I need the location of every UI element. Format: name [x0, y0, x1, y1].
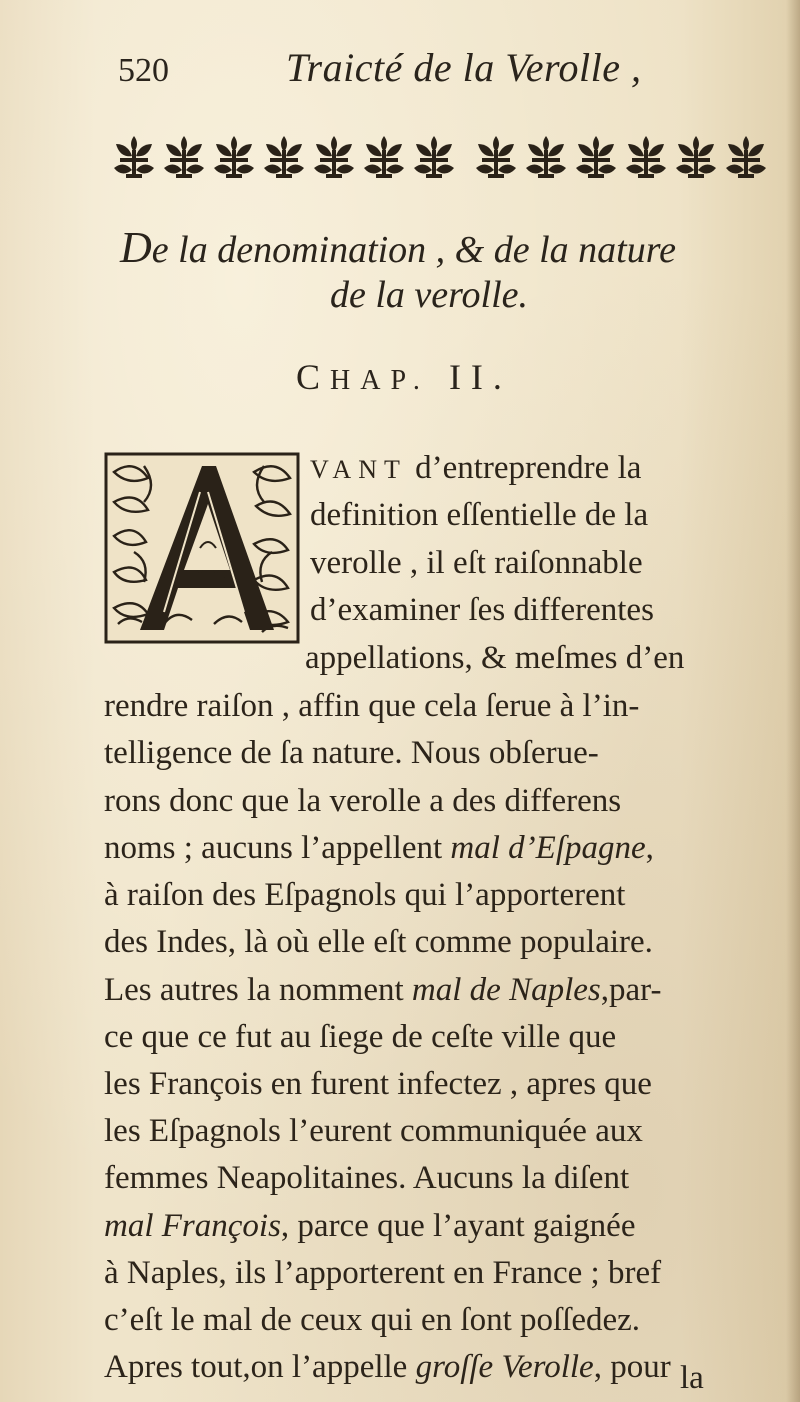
text-line-7: telligence de ſa nature. Nous obſerue-: [104, 735, 599, 771]
text-line-9: [104, 830, 654, 867]
fleuron-icon: [472, 134, 520, 180]
text-line-10: à raiſon des Eſpagnols qui l’apporterent: [104, 877, 626, 913]
fleuron-icon: [360, 134, 408, 180]
text-line-8: rons donc que la verolle a des differens: [104, 783, 622, 819]
fleuron-icon: [260, 134, 308, 180]
text-line-17-b: , parce que l’ayant gaignée: [280, 1208, 636, 1244]
text-line-13: ce que ce fut au ſiege de ceſte ville que: [104, 1019, 617, 1055]
text-line-11: des Indes, là où elle eſt comme populaire.: [104, 924, 653, 960]
text-line-12-b: ,par-: [600, 972, 662, 1008]
text-line-5: appellations, & meſmes d’en: [305, 640, 685, 676]
chapter-label-lead: C: [296, 357, 331, 397]
text-line-12-a: Les autres la nomment: [104, 972, 412, 1008]
text-line-16: femmes Neapolitaines. Aucuns la diſent: [104, 1160, 630, 1196]
text-line-12: [104, 972, 661, 1009]
text-line-2: definition eſſentielle de la: [310, 497, 649, 533]
text-line-12-italic: mal de Naples: [411, 972, 601, 1008]
running-title: Traicté de la Verolle ,: [286, 45, 642, 90]
fleuron-icon: [110, 134, 158, 180]
chapter-label-smallcaps: HAP.: [330, 365, 430, 396]
fleuron-icon: [310, 134, 358, 180]
text-line-1-lead: VANT: [310, 455, 407, 484]
text-line-18: à Naples, ils l’apporterent en France ; bref: [104, 1255, 662, 1291]
catchword: la: [680, 1360, 704, 1396]
fleuron-icon: [210, 134, 258, 180]
chapter-label: [296, 356, 512, 398]
fleuron-icon: [622, 134, 670, 180]
text-line-1: [310, 450, 641, 487]
chapter-number: II.: [448, 357, 512, 397]
text-line-20-a: Apres tout,on l’appelle: [104, 1349, 416, 1385]
chapter-title-line-2: de la verolle.: [330, 274, 529, 316]
fleuron-icon: [572, 134, 620, 180]
chapter-title-initial: D: [120, 223, 152, 272]
text-line-17: [104, 1208, 635, 1245]
text-line-1-rest: d’entreprendre la: [415, 450, 642, 486]
text-line-20: [104, 1349, 671, 1386]
text-line-3: verolle , il eſt raiſonnable: [310, 545, 643, 581]
fleuron-ornament-row: [110, 132, 790, 182]
text-line-19: c’eſt le mal de ceux qui en ſont poſſedez.: [104, 1302, 641, 1338]
text-line-9-b: ,: [645, 830, 654, 866]
fleuron-icon: [410, 134, 458, 180]
running-head: [118, 42, 658, 102]
page-number: 520: [118, 52, 169, 89]
text-line-9-a: noms ; aucuns l’appellent: [104, 830, 451, 866]
text-line-15: les Eſpagnols l’eurent communiquée aux: [104, 1113, 643, 1149]
text-line-4: d’examiner ſes differentes: [310, 592, 654, 628]
text-line-9-italic: mal d’Eſpagne: [450, 830, 646, 866]
decorated-initial-a-icon: [104, 452, 300, 644]
chapter-title-line-1: [120, 222, 676, 273]
text-line-6: rendre raiſon , affin que cela ſerue à l’in-: [104, 688, 640, 724]
text-line-20-b: , pour: [593, 1349, 671, 1385]
fleuron-icon: [522, 134, 570, 180]
text-line-14: les François en furent infectez , apres que: [104, 1066, 652, 1102]
fleuron-icon: [160, 134, 208, 180]
text-line-20-italic: groſſe Verolle: [415, 1349, 594, 1385]
fleuron-icon: [672, 134, 720, 180]
text-line-17-italic: mal François: [104, 1208, 281, 1244]
fleuron-icon: [722, 134, 770, 180]
chapter-title-text: e la denomination , & de la nature: [151, 229, 676, 271]
